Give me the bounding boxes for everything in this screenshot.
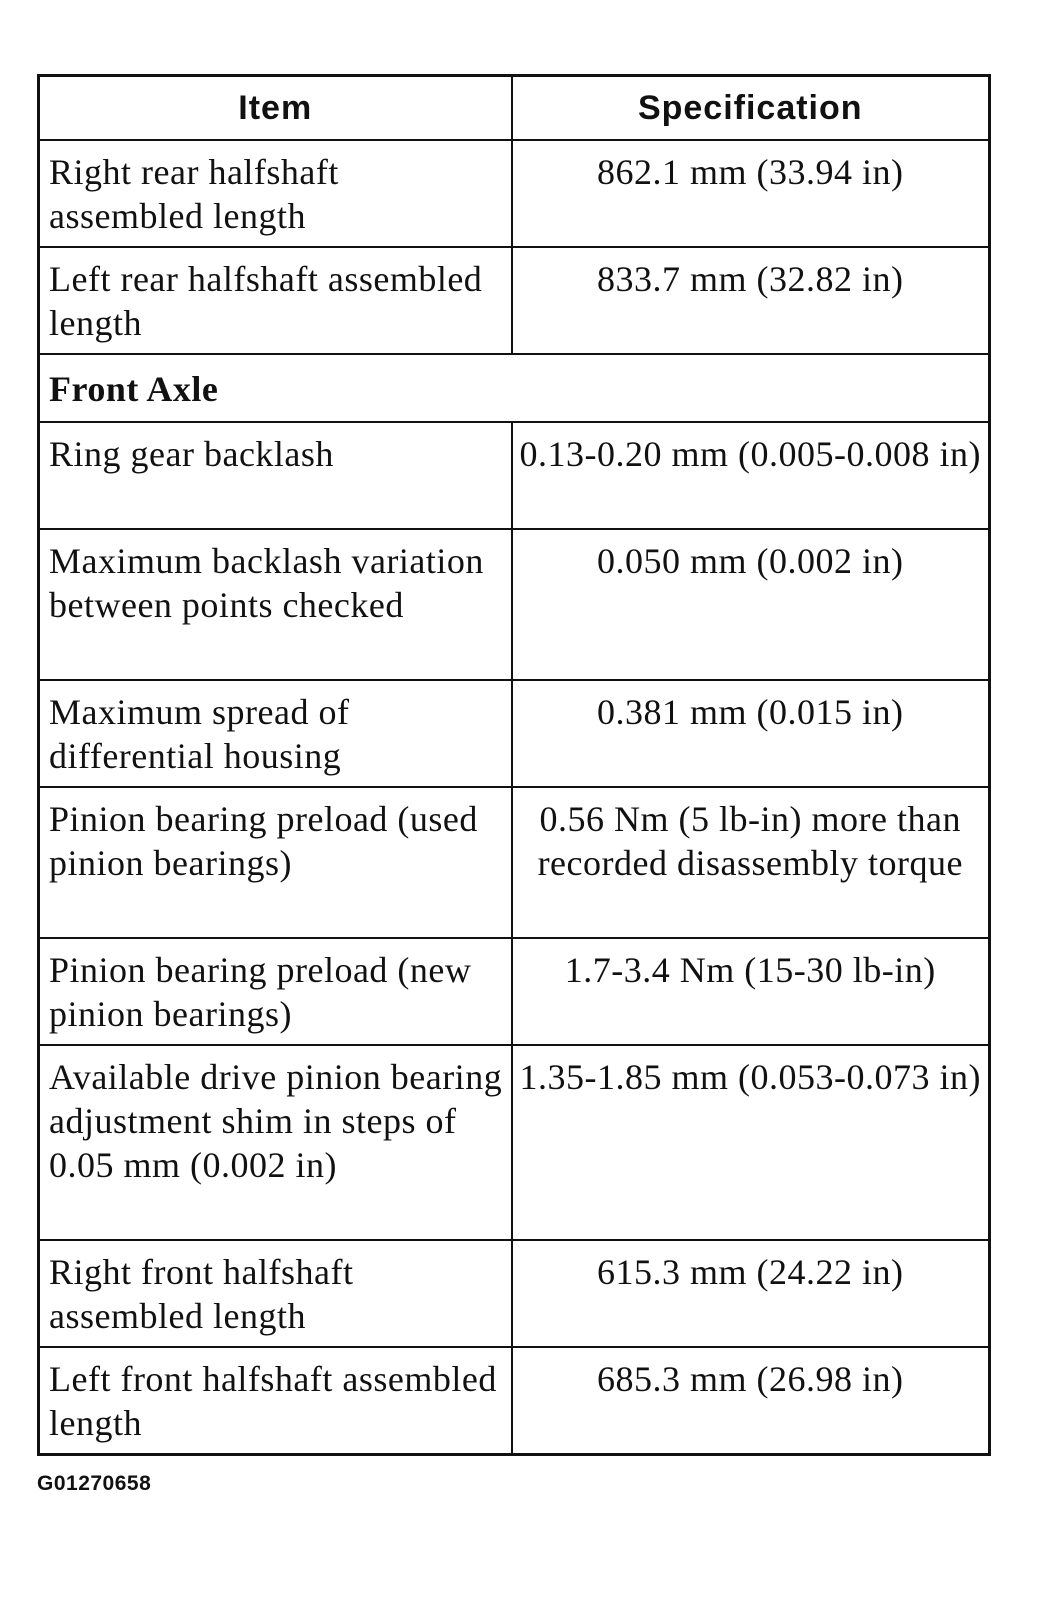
table-row <box>39 247 990 354</box>
spec-cell: 1.35-1.85 mm (0.053-0.073 in) <box>512 1045 990 1240</box>
item-cell: Pinion bearing preload (new pinion bearings) <box>39 938 512 1045</box>
table-row <box>39 938 990 1045</box>
item-cell: Right rear halfshaft assembled length <box>39 140 512 247</box>
header-item: Item <box>39 76 512 140</box>
specification-table <box>37 74 991 1456</box>
table-row <box>39 1240 990 1347</box>
table-row <box>39 1045 990 1240</box>
spec-cell: 1.7-3.4 Nm (15-30 lb-in) <box>512 938 990 1045</box>
spec-cell: 0.050 mm (0.002 in) <box>512 529 990 680</box>
spec-cell: 0.56 Nm (5 lb-in) more than recorded disassembly torque <box>512 787 990 938</box>
section-title: Front Axle <box>39 354 990 422</box>
table-header-row <box>39 76 990 140</box>
table-row <box>39 1347 990 1455</box>
spec-cell: 833.7 mm (32.82 in) <box>512 247 990 354</box>
item-cell: Left front halfshaft assembled length <box>39 1347 512 1455</box>
spec-cell: 0.381 mm (0.015 in) <box>512 680 990 787</box>
figure-id: G01270658 <box>37 1472 152 1495</box>
item-cell: Left rear halfshaft assembled length <box>39 247 512 354</box>
item-cell: Available drive pinion bearing adjustment shim in steps of 0.05 mm (0.002 in) <box>39 1045 512 1240</box>
table-row <box>39 680 990 787</box>
table-row <box>39 422 990 529</box>
item-cell: Pinion bearing preload (used pinion bearings) <box>39 787 512 938</box>
item-cell: Ring gear backlash <box>39 422 512 529</box>
table-row <box>39 140 990 247</box>
table-row <box>39 787 990 938</box>
item-cell: Maximum spread of differential housing <box>39 680 512 787</box>
spec-cell: 685.3 mm (26.98 in) <box>512 1347 990 1455</box>
spec-cell: 0.13-0.20 mm (0.005-0.008 in) <box>512 422 990 529</box>
spec-cell: 862.1 mm (33.94 in) <box>512 140 990 247</box>
spec-cell: 615.3 mm (24.22 in) <box>512 1240 990 1347</box>
header-specification: Specification <box>512 76 990 140</box>
item-cell: Right front halfshaft assembled length <box>39 1240 512 1347</box>
table-row <box>39 529 990 680</box>
item-cell: Maximum backlash variation between points checked <box>39 529 512 680</box>
section-row <box>39 354 990 422</box>
